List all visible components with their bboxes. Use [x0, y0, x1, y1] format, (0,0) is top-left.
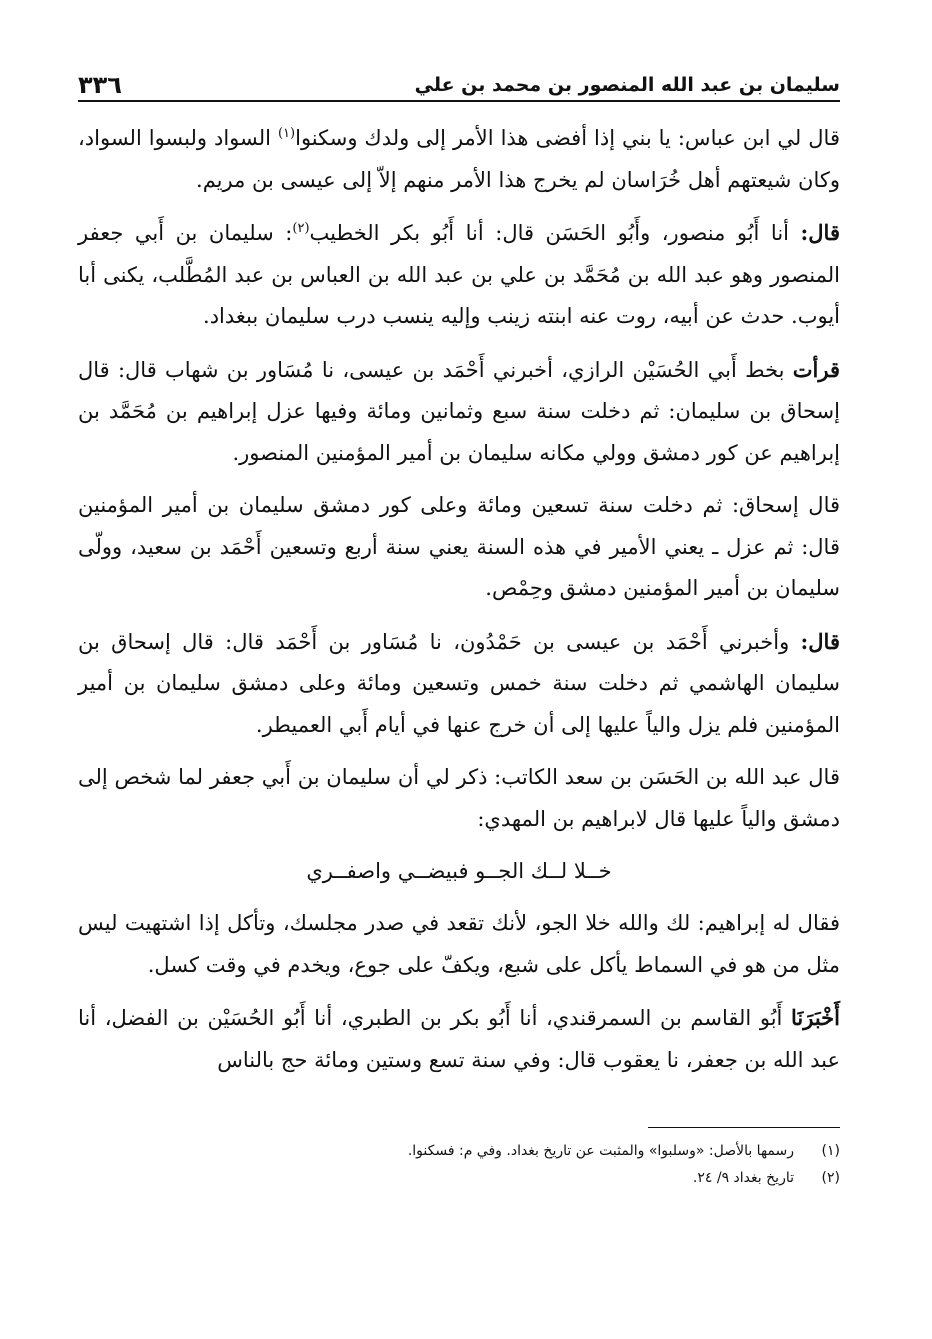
paragraph-lead-word: قرأت	[792, 356, 840, 382]
body-paragraph	[78, 349, 840, 475]
footnote-reference: (١)	[277, 126, 296, 141]
footnote-reference: (٢)	[292, 221, 310, 236]
paragraph-text: قال لي ابن عباس: يا بني إذا أفضى هذا الأمر إلى ولدك وسكنوا	[295, 126, 840, 150]
body-paragraph	[78, 118, 840, 201]
poetry-verse: خــلا لــك الجــو فبيضــي واصفــري	[306, 859, 612, 883]
paragraph-text: أنا أَبُو منصور، وأَبُو الحَسَن قال: أنا أَبُو بكر الخطيب	[309, 221, 801, 245]
body-paragraph	[78, 757, 840, 840]
running-title: سليمان بن عبد الله المنصور بن محمد بن علي	[414, 74, 840, 96]
body-paragraph	[78, 903, 840, 986]
footnotes	[78, 1138, 840, 1192]
page-body	[78, 102, 840, 1081]
paragraph-lead-word: قال:	[800, 220, 840, 245]
footnote-text: رسمها بالأصل: «وسلبوا» والمثبت عن تاريخ بغداد. وفي م: فسكنوا.	[407, 1143, 794, 1159]
paragraph-text: قال عبد الله بن الحَسَن بن سعد الكاتب: ذكر لي أن سليمان بن أَبي جعفر لما شخص إلى دمشق والياً عليها قال لابراهيم بن المهدي:	[78, 765, 840, 831]
footnote-number: (٢)	[821, 1170, 840, 1186]
paragraph-text: : سليمان بن أَبي جعفر المنصور وهو عبد الله بن مُحَمَّد بن علي بن عبد الله بن العباس بن عبد المُطَّلب، يكنى أبا أيوب. حدث عن أبيه، روت عنه ابنته زينب وإليه ينسب درب سليمان ببغداد.	[78, 221, 840, 328]
page-header	[78, 62, 840, 102]
footnote-item	[78, 1138, 840, 1165]
paragraphs-after-verse	[78, 903, 840, 1081]
paragraph-text: أَبُو القاسم بن السمرقندي، أنا أَبُو بكر بن الطبري، أنا أَبُو الحُسَيْن بن الفضل، أنا عبد الله بن جعفر، نا يعقوب قال: وفي سنة تسع وستين ومائة حج بالناس	[78, 1006, 840, 1072]
body-paragraph	[78, 212, 840, 338]
paragraph-lead-word: أَخْبَرَنَا	[791, 1005, 840, 1030]
footnote-item	[78, 1165, 840, 1192]
footnote-divider	[648, 1127, 840, 1128]
body-paragraph	[78, 997, 840, 1081]
paragraphs-before-verse	[78, 118, 840, 840]
page-number: ٣٣٦	[78, 71, 122, 99]
footnote-text: تاريخ بغداد ٩/ ٢٤.	[692, 1170, 794, 1186]
paragraph-text: وأخبرني أَحْمَد بن عيسى بن حَمْدُون، نا مُسَاور بن أَحْمَد قال: قال إسحاق بن سليمان الهاشمي ثم دخلت سنة خمس وتسعين ومائة وعلى دمشق سليمان بن أمير المؤمنين فلم يزل والياً عليها إلى أن خرج عنها في أيام أَبي العميطر.	[78, 629, 840, 737]
paragraph-text: قال إسحاق: ثم دخلت سنة تسعين ومائة وعلى كور دمشق سليمان بن أمير المؤمنين قال: ثم عزل ـ يعني الأمير في هذه السنة يعني سنة أربع وتسعين أَحْمَد بن سعيد، وولّى سليمان بن أمير المؤمنين دمشق وحِمْص.	[78, 493, 840, 600]
body-paragraph	[78, 621, 840, 747]
paragraph-lead-word: قال:	[800, 628, 840, 654]
body-paragraph	[78, 485, 840, 610]
paragraph-text: السواد ولبسوا السواد، وكان شيعتهم أهل خُرَاسان لم يخرج هذا الأمر منهم إلاّ إلى عيسى بن مريم.	[78, 126, 840, 192]
paragraph-text: فقال له إبراهيم: لك والله خلا الجو، لأنك تقعد في صدر مجلسك، وتأكل إذا اشتهيت ليس مثل من هو في السماط يأكل على شبع، ويكفّ على جوع، ويخدم في وقت كسل.	[78, 911, 840, 977]
footnote-number: (١)	[821, 1143, 840, 1159]
paragraph-text: بخط أَبي الحُسَيْن الرازي، أخبرني أَحْمَد بن عيسى، نا مُسَاور بن شهاب قال: قال إسحاق بن سليمان: ثم دخلت سنة سبع وثمانين ومائة وفيها عزل إبراهيم بن مُحَمَّد بن إبراهيم عن كور دمشق وولي مكانه سليمان بن أمير المؤمنين المنصور.	[78, 357, 840, 465]
